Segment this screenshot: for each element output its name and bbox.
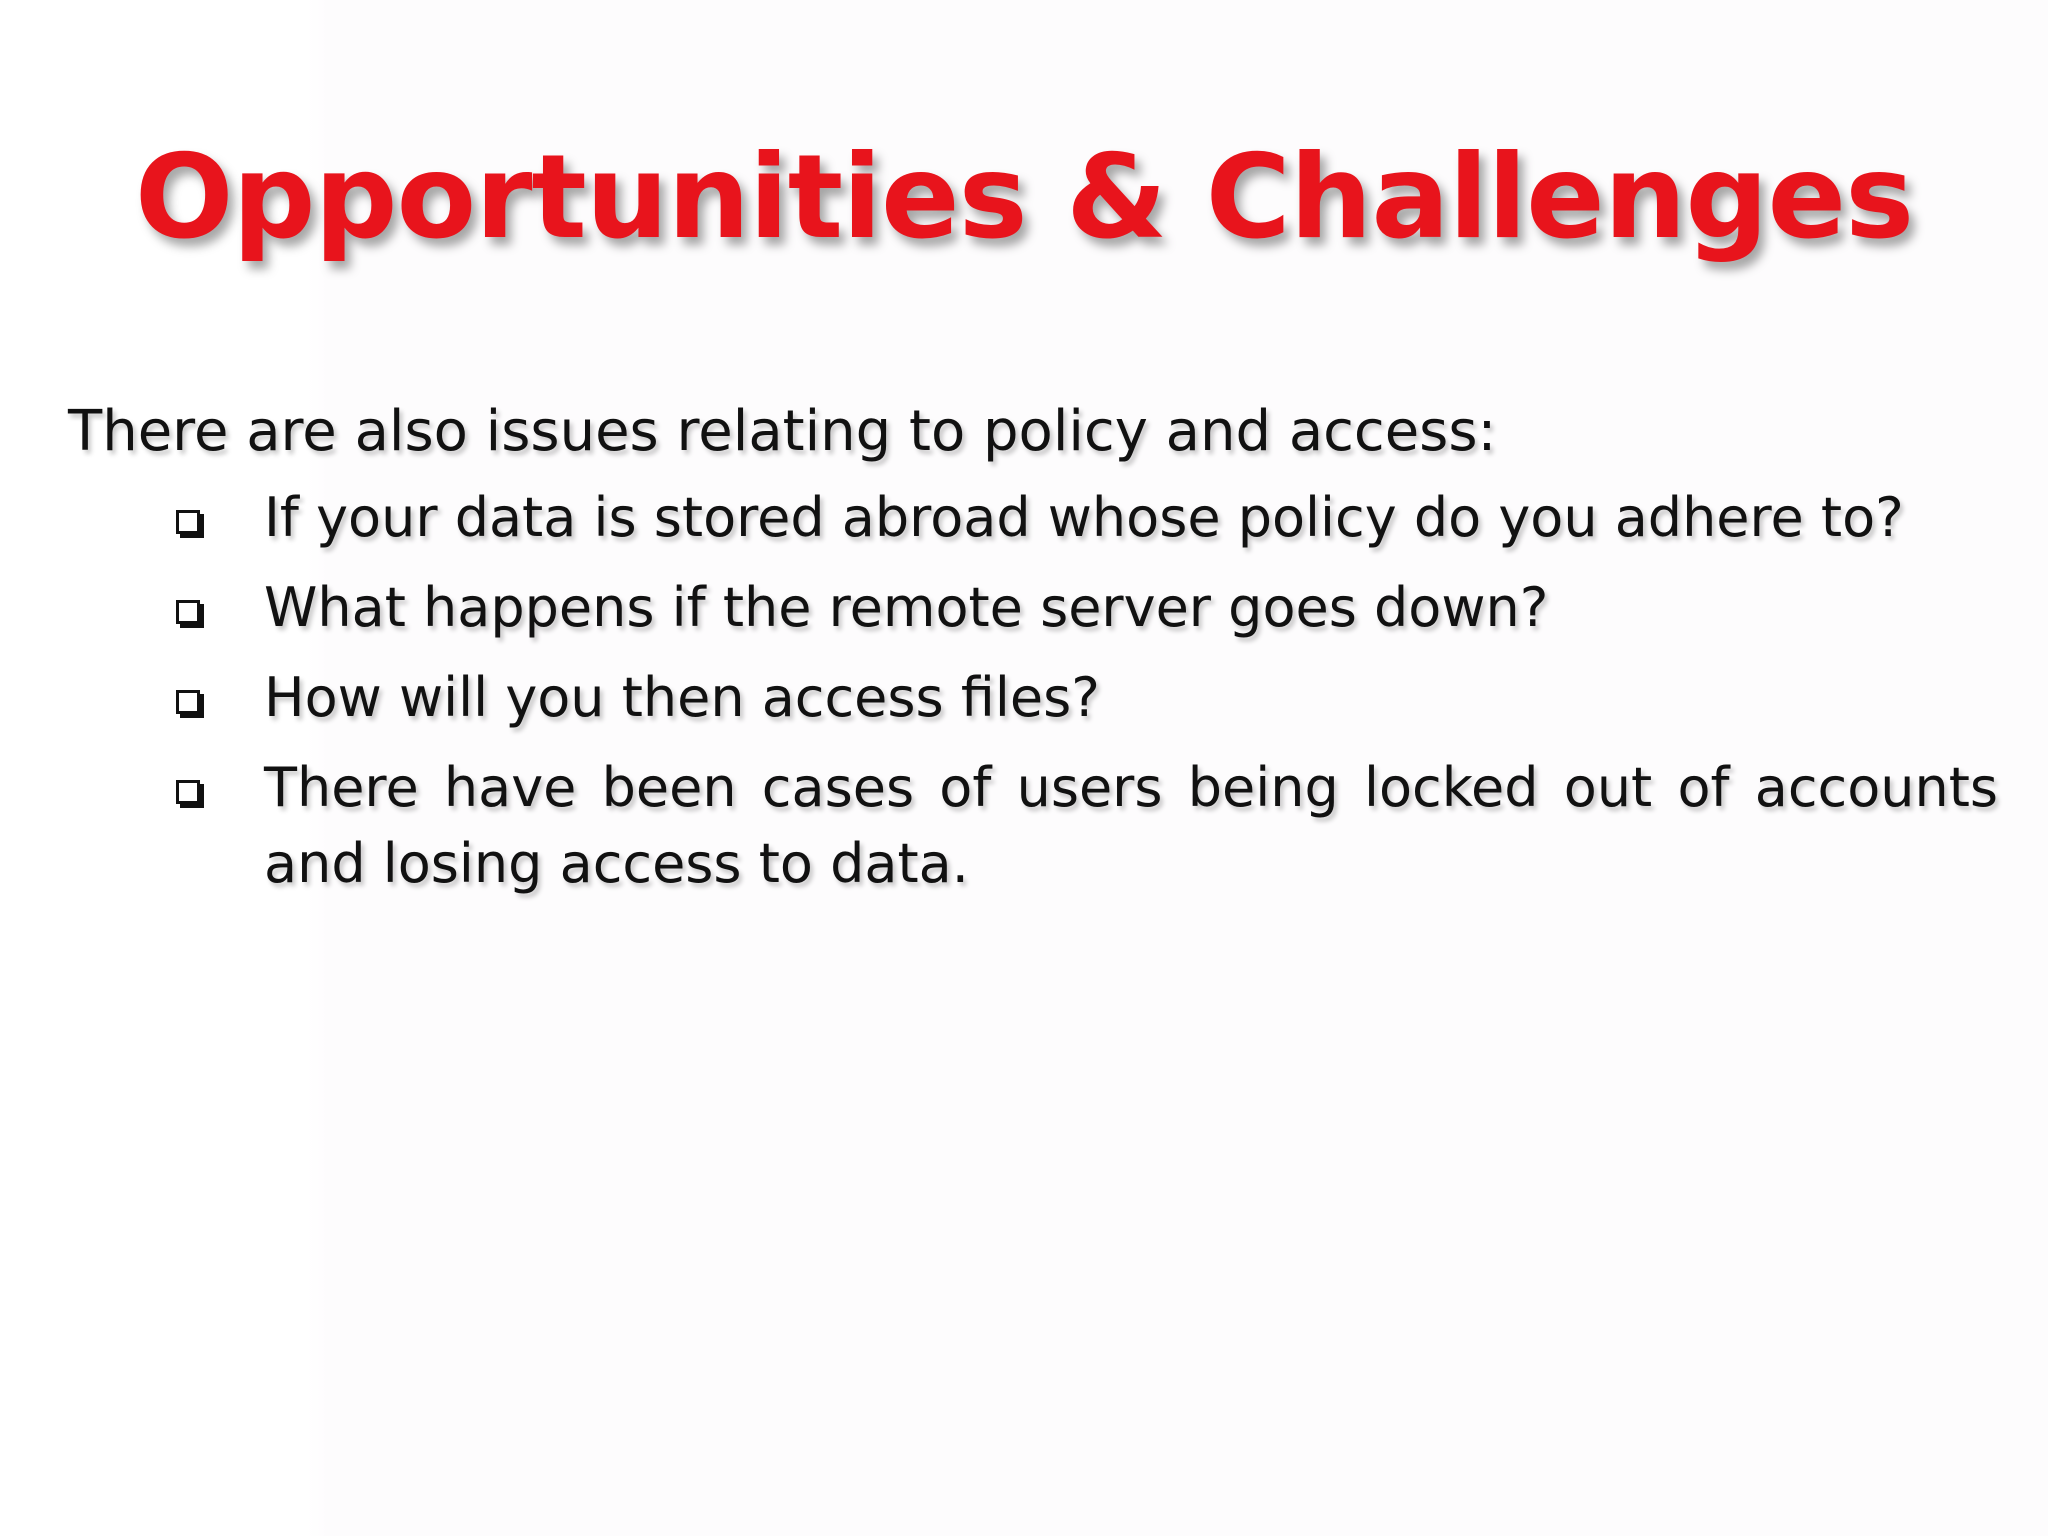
checkbox-bullet-icon — [176, 690, 200, 714]
bullet-list — [68, 480, 1998, 902]
checkbox-bullet-icon — [176, 510, 200, 534]
bullet-text: How will you then access files? — [264, 666, 1100, 729]
slide-title: Opportunities & Challenges — [134, 130, 1914, 265]
bullet-item — [68, 750, 1998, 902]
bullet-item — [68, 480, 1998, 556]
checkbox-bullet-icon — [176, 600, 200, 624]
bullet-text: What happens if the remote server goes down? — [264, 576, 1549, 639]
bullet-item — [68, 660, 1998, 736]
bullet-item — [68, 570, 1998, 646]
intro-text: There are also issues relating to policy and access: — [68, 399, 1497, 464]
bullet-text: If your data is stored abroad whose policy do you adhere to? — [264, 486, 1904, 549]
checkbox-bullet-icon — [176, 780, 200, 804]
bullet-text: There have been cases of users being locked out of accounts and losing access to data. — [264, 756, 1998, 895]
slide-content — [68, 392, 1998, 916]
